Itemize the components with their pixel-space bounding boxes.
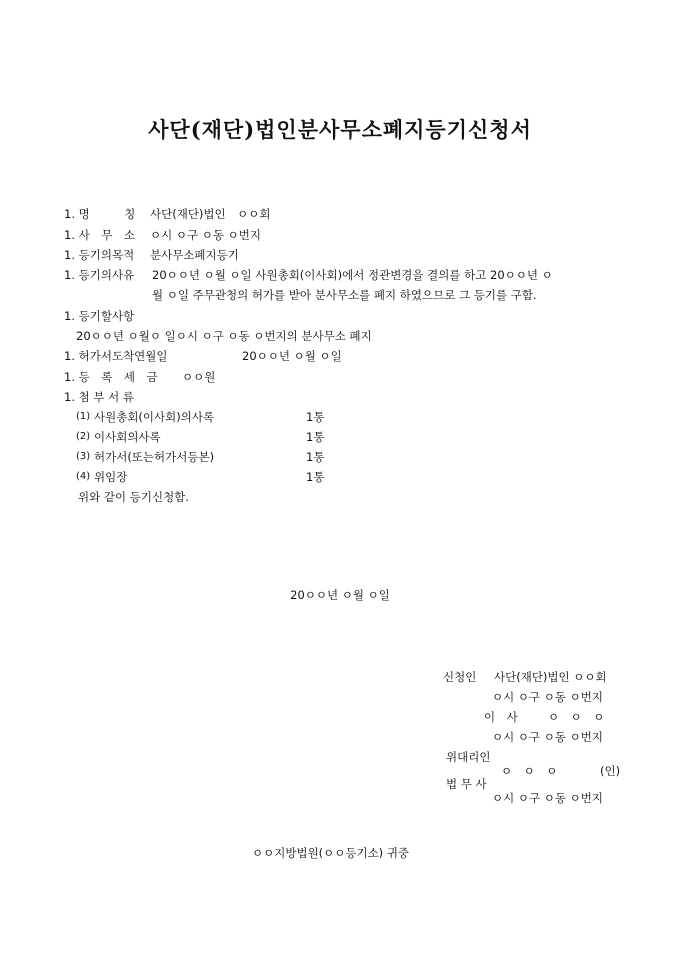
- attachments-label: 1. 첨 부 서 류: [64, 390, 135, 404]
- attachment-name: 허가서(또는허가서등본): [94, 450, 215, 464]
- attachment-no: (4): [76, 471, 91, 482]
- attachment-count: 1통: [306, 410, 325, 424]
- attachment-count: 1통: [306, 470, 325, 484]
- attachment-no: (2): [76, 431, 91, 442]
- scrivener-label: 법 무 사: [446, 777, 487, 791]
- cause-line-1: 20ㅇㅇ년 ㅇ월 ㅇ일 사원총회(이사회)에서 정관변경을 결의를 하고 20ㅇㅇ년 ㅇ: [152, 268, 553, 282]
- court-addressee: ㅇㅇ지방법원(ㅇㅇ등기소) 귀중: [252, 846, 410, 860]
- matters-value: 20ㅇㅇ년 ㅇ월ㅇ 일ㅇ시 ㅇ구 ㅇ동 ㅇ번지의 분사무소 폐지: [76, 329, 372, 343]
- agent-name: ㅇ ㅇ ㅇ: [501, 764, 558, 778]
- attachment-count: 1통: [306, 450, 325, 464]
- applicant-name: 사단(재단)법인 ㅇㅇ회: [494, 670, 607, 684]
- attachment-no: (1): [76, 411, 91, 422]
- cause-label: 1. 등기의사유: [64, 268, 135, 282]
- attachment-count: 1통: [306, 430, 325, 444]
- closing-statement: 위와 같이 등기신청함.: [78, 490, 189, 504]
- office-value: ㅇ시 ㅇ구 ㅇ동 ㅇ번지: [150, 228, 261, 242]
- attachment-name: 위임장: [94, 470, 128, 484]
- application-date: 20ㅇㅇ년 ㅇ월 ㅇ일: [290, 588, 390, 602]
- cause-line-2: 월 ㅇ일 주무관청의 허가를 받아 분사무소를 폐지 하였으므로 그 등기를 구함.: [152, 288, 537, 302]
- director-name: ㅇ ㅇ ㅇ: [548, 710, 605, 724]
- purpose-value: 분사무소폐지등기: [150, 248, 239, 262]
- permit-date-label: 1. 허가서도착연월일: [64, 349, 168, 363]
- name-value: 사단(재단)법인 ㅇㅇ회: [150, 207, 271, 221]
- tax-value: ㅇㅇ원: [182, 370, 216, 384]
- matters-label: 1. 등기할사항: [64, 309, 135, 323]
- purpose-label: 1. 등기의목적: [64, 248, 135, 262]
- scrivener-address: ㅇ시 ㅇ구 ㅇ동 ㅇ번지: [492, 791, 603, 805]
- seal-mark: (인): [600, 764, 621, 778]
- director-address: ㅇ시 ㅇ구 ㅇ동 ㅇ번지: [492, 730, 603, 744]
- applicant-address: ㅇ시 ㅇ구 ㅇ동 ㅇ번지: [492, 690, 603, 704]
- name-label: 1. 명 칭: [64, 207, 136, 221]
- director-label: 이 사: [484, 710, 518, 724]
- agent-label: 위대리인: [446, 750, 491, 764]
- attachment-name: 사원총회(이사회)의사록: [94, 410, 215, 424]
- permit-date-value: 20ㅇㅇ년 ㅇ월 ㅇ일: [242, 349, 342, 363]
- document-title: 사단(재단)법인분사무소폐지등기신청서: [148, 117, 532, 142]
- applicant-label: 신청인: [443, 670, 477, 684]
- tax-label: 1. 등 록 세 금: [64, 370, 158, 384]
- office-label: 1. 사 무 소: [64, 228, 135, 242]
- attachment-name: 이사회의사록: [94, 430, 161, 444]
- attachment-no: (3): [76, 451, 91, 462]
